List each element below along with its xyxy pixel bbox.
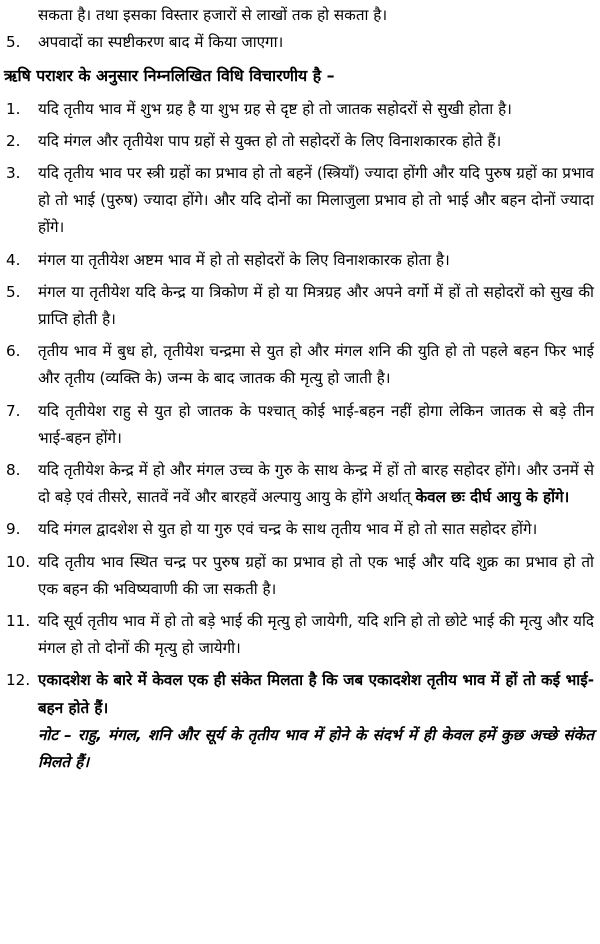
item-number: 9. [6,520,21,539]
item-text: यदि तृतीय भाव पर स्त्री ग्रहों का प्रभाव हो तो बहनें (स्त्रियाँ) ज्यादा होंगी और यदि पुरुष ग्रहों का प्रभाव हो तो भाई (पुरुष) ज्यादा होंगे। और यदि दोनों का मिलाजुला प्रभाव हो तो भाई और बहन दोनों ज्यादा होंगे। [38,164,594,237]
list-item [4,338,594,392]
item-text: मंगल या तृतीयेश अष्टम भाव में हो तो सहोदरों के लिए विनाशकारक होता है। [38,250,450,269]
list-item [4,279,594,333]
item-number: 10. [6,552,31,571]
list-item [4,667,594,776]
item-text: यदि मंगल द्वादशेश से युत हो या गुरु एवं चन्द्र के साथ तृतीय भाव में हो तो सात सहोदर होंगे। [38,520,538,539]
note-block [38,722,594,776]
item-number: 8. [6,461,21,480]
list-item [4,128,594,155]
item-text: एकादशेश के बारे में केवल एक ही संकेत मिलता है कि जब एकादशेश तृतीय भाव में हों तो कई भाई-बहन होते हैं। [38,671,594,717]
list-item [4,457,594,511]
item-number: 6. [6,342,21,361]
item-number: 2. [6,131,21,150]
item-text-bold: केवल छः दीर्घ आयु के होंगे। [415,488,570,507]
item-number: 5. [6,282,21,301]
continuation-text: सकता है। तथा इसका विस्तार हजारों से लाखों तक हो सकता है। [38,6,388,24]
item-number: 7. [6,401,21,420]
item-text: अपवादों का स्पष्टीकरण बाद में किया जाएगा। [38,33,284,52]
section-heading: ऋषि पराशर के अनुसार निम्नलिखित विधि विचारणीय है – [4,66,335,86]
item-text: यदि मंगल और तृतीयेश पाप ग्रहों से युक्त हो तो सहोदरों के लिए विनाशकारक होते हैं। [38,131,502,150]
item-text: यदि तृतीय भाव स्थित चन्द्र पर पुरुष ग्रहों का प्रभाव हो तो एक भाई और यदि शुक्र का प्रभाव हो तो एक बहन की भविष्यवाणी की जा सकती है। [38,552,594,598]
list-item [4,398,594,452]
item-number: 1. [6,99,21,118]
item-text: यदि तृतीय भाव में शुभ ग्रह है या शुभ ग्रह से दृष्ट हो तो जातक सहोदरों से सुखी होता है। [38,99,512,118]
item-number: 5. [6,33,21,52]
list-item [4,160,594,242]
item-text: मंगल या तृतीयेश यदि केन्द्र या त्रिकोण में हो या मित्रग्रह और अपने वर्गो में हों तो सहोदरों को सुख की प्राप्ति होती है। [38,282,594,329]
item-text: यदि सूर्य तृतीय भाव में हो तो बड़े भाई की मृत्यु हो जायेगी, यदि शनि हो तो छोटे भाई की मृत्यु और यदि मंगल हो तो दोनों की मृत्यु हो जायेगी। [38,612,594,658]
item-text: यदि तृतीयेश राहु से युत हो जातक के पश्चात् कोई भाई-बहन नहीं होगा लेकिन जातक से बड़े तीन भाई-बहन होंगे। [38,401,594,447]
item-text: तृतीय भाव में बुध हो, तृतीयेश चन्द्रमा से युत हो और मंगल शनि की युति हो तो पहले बहन फिर भाई और तृतीय (व्यक्ति के) जन्म के बाद जातक की मृत्यु हो जाती है। [38,342,594,388]
list-item [4,608,594,662]
list-item-top-5 [4,29,594,56]
list-item [4,96,594,123]
item-number: 11. [6,612,31,631]
item-number: 12. [6,671,31,690]
note-text: नोट – राहु, मंगल, शनि और सूर्य के तृतीय भाव में होने के संदर्भ में ही केवल हमें कुछ अच्छे संकेत मिलते हैं। [38,725,594,772]
list-item [4,549,594,603]
item-text-regular: यदि तृतीयेश केन्द्र में हो और मंगल उच्च के गुरु के साथ केन्द्र में हों तो बारह सहोदर होंगे। और उनमें से दो बड़े एवं तीसरे, सातवें नवें और बारहवें अल्पायु आयु के होंगे अर्थात् [38,461,594,507]
item-number: 3. [6,164,21,183]
list-item [4,247,594,274]
item-text [38,457,594,511]
item-number: 4. [6,250,21,269]
list-item [4,516,594,543]
